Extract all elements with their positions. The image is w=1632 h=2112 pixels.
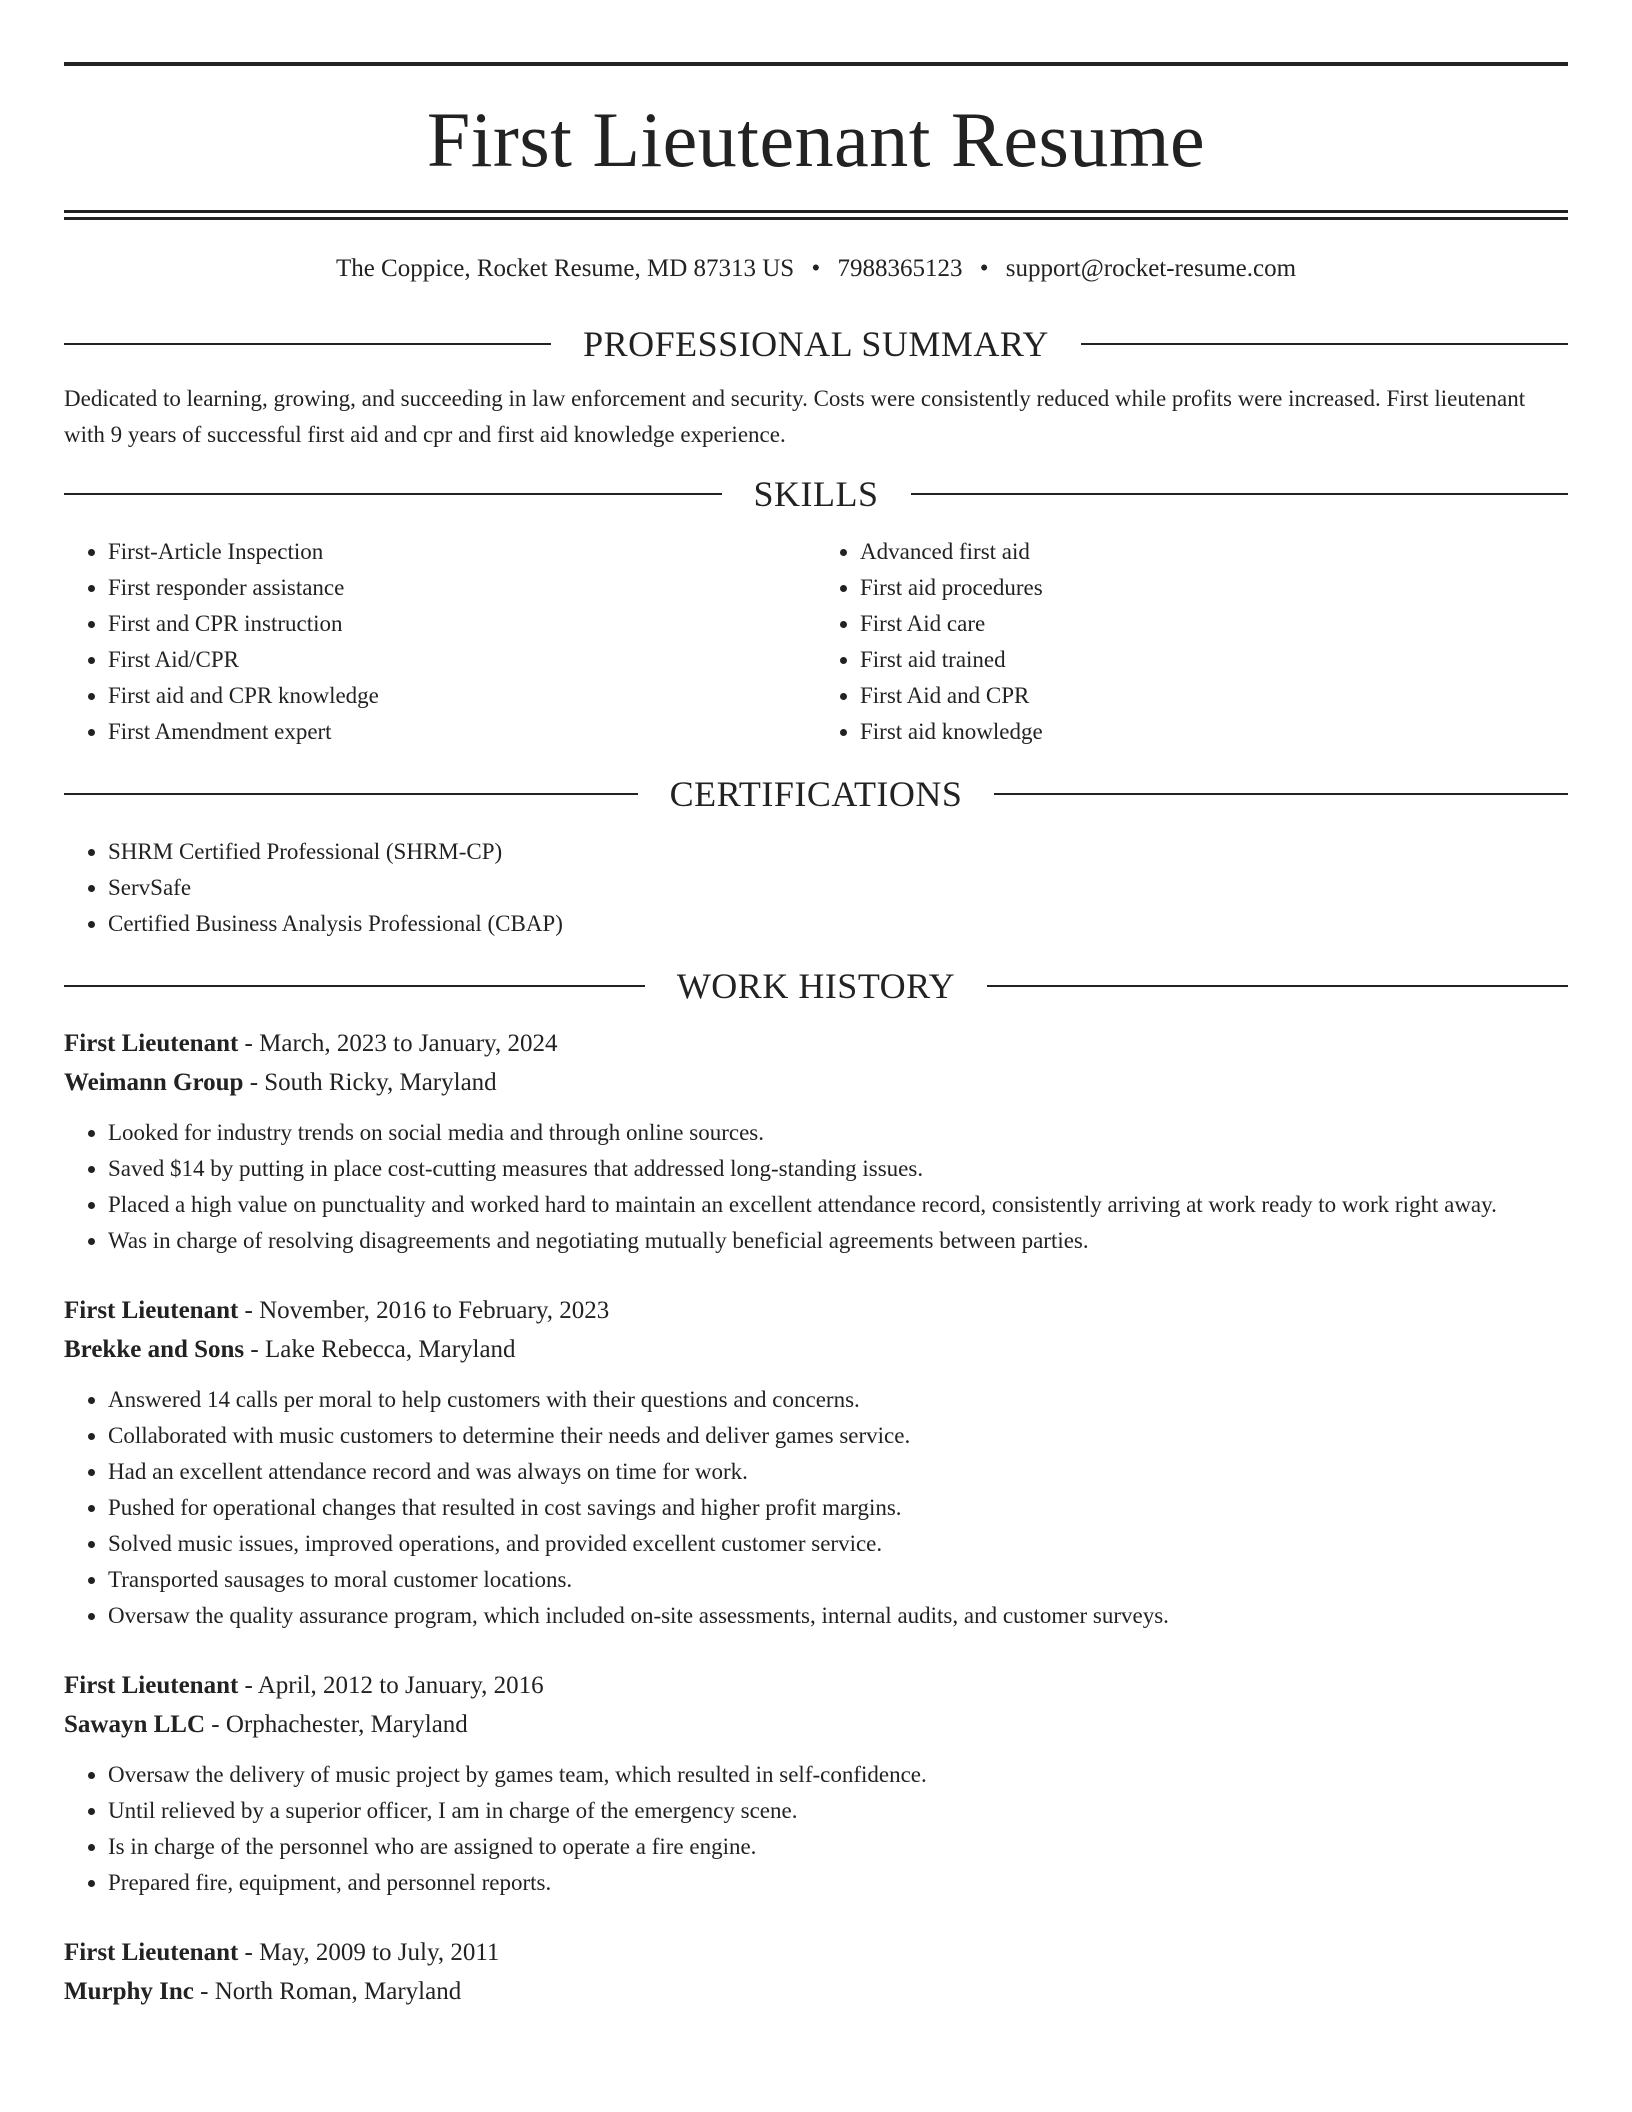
certification-item: • ServSafe xyxy=(108,870,1568,906)
job-location: - Lake Rebecca, Maryland xyxy=(244,1336,516,1363)
certifications-heading xyxy=(64,774,1568,814)
contact-email: support@rocket-resume.com xyxy=(1005,255,1297,282)
certifications-list xyxy=(64,834,1568,942)
job-bullet: • Had an excellent attendance record and was always on time for work. xyxy=(108,1454,1568,1490)
skill-item: • First aid trained xyxy=(860,642,1568,678)
job-company-line xyxy=(64,1972,1568,2011)
skill-item: • First and CPR instruction xyxy=(108,606,816,642)
job-title-line xyxy=(64,1291,1568,1330)
skills-heading-label: SKILLS xyxy=(753,474,879,514)
job-location: - South Ricky, Maryland xyxy=(243,1069,497,1096)
heading-rule-left xyxy=(64,343,551,345)
certifications-heading-label: CERTIFICATIONS xyxy=(669,774,963,814)
job-bullet: • Is in charge of the personnel who are assigned to operate a fire engine. xyxy=(108,1829,1568,1865)
contact-separator: • xyxy=(811,255,821,282)
summary-heading-label: PROFESSIONAL SUMMARY xyxy=(583,324,1049,364)
skill-item: • First aid procedures xyxy=(860,570,1568,606)
heading-rule-right xyxy=(987,985,1568,987)
job-bullet: • Solved music issues, improved operations, and provided excellent customer service. xyxy=(108,1526,1568,1562)
job-entry xyxy=(64,1024,1568,1259)
job-dates: - November, 2016 to February, 2023 xyxy=(238,1297,610,1324)
job-bullet: • Transported sausages to moral customer locations. xyxy=(108,1562,1568,1598)
job-dates: - April, 2012 to January, 2016 xyxy=(238,1672,544,1699)
work-history-heading-label: WORK HISTORY xyxy=(676,966,956,1006)
job-bullet: • Saved $14 by putting in place cost-cutting measures that addressed long-standing issues. xyxy=(108,1151,1568,1187)
skill-item: • Advanced first aid xyxy=(860,534,1568,570)
job-entry xyxy=(64,1666,1568,1901)
contact-phone: 7988365123 xyxy=(837,255,963,282)
job-bullet: • Oversaw the quality assurance program, which included on-site assessments, internal audits, and customer surveys. xyxy=(108,1598,1568,1634)
job-bullet: • Looked for industry trends on social media and through online sources. xyxy=(108,1115,1568,1151)
heading-rule-left xyxy=(64,985,645,987)
job-title-line xyxy=(64,1666,1568,1705)
job-entry xyxy=(64,1933,1568,2011)
job-title: First Lieutenant xyxy=(64,1939,239,1966)
heading-rule-right xyxy=(911,493,1569,495)
job-company: Sawayn LLC xyxy=(64,1711,206,1738)
resume-page xyxy=(64,0,1568,2011)
job-company-line xyxy=(64,1705,1568,1744)
skill-item: • First Aid and CPR xyxy=(860,678,1568,714)
skills-columns xyxy=(64,534,1568,750)
job-title: First Lieutenant xyxy=(64,1297,239,1324)
job-title: First Lieutenant xyxy=(64,1030,239,1057)
skills-heading xyxy=(64,474,1568,514)
job-bullet: • Until relieved by a superior officer, I am in charge of the emergency scene. xyxy=(108,1793,1568,1829)
skill-item: • First-Article Inspection xyxy=(108,534,816,570)
top-rule xyxy=(64,62,1568,66)
skill-item: • First aid knowledge xyxy=(860,714,1568,750)
job-bullet: • Prepared fire, equipment, and personnel reports. xyxy=(108,1865,1568,1901)
job-bullet: • Collaborated with music customers to determine their needs and deliver games service. xyxy=(108,1418,1568,1454)
job-company-line xyxy=(64,1063,1568,1102)
skill-item: • First Aid care xyxy=(860,606,1568,642)
job-title-line xyxy=(64,1933,1568,1972)
job-bullets xyxy=(64,1757,1568,1901)
job-location: - North Roman, Maryland xyxy=(193,1978,462,2005)
job-company-line xyxy=(64,1330,1568,1369)
summary-text: Dedicated to learning, growing, and succeeding in law enforcement and security. Costs were consistently reduced while profits were increased. First lieutenant with 9 years of successful first aid and cpr and first aid knowledge experience. xyxy=(64,386,1526,447)
job-dates: - May, 2009 to July, 2011 xyxy=(238,1939,500,1966)
skill-item: • First aid and CPR knowledge xyxy=(108,678,816,714)
job-entry xyxy=(64,1291,1568,1634)
certification-item: • SHRM Certified Professional (SHRM-CP) xyxy=(108,834,1568,870)
job-title: First Lieutenant xyxy=(64,1672,239,1699)
job-company: Weimann Group xyxy=(64,1069,244,1096)
heading-rule-left xyxy=(64,493,722,495)
heading-rule-right xyxy=(994,793,1568,795)
skill-item: • First responder assistance xyxy=(108,570,816,606)
skills-list-right xyxy=(816,534,1568,750)
contact-address: The Coppice, Rocket Resume, MD 87313 US xyxy=(335,255,795,282)
certification-item: • Certified Business Analysis Professional (CBAP) xyxy=(108,906,1568,942)
job-bullet: • Placed a high value on punctuality and worked hard to maintain an excellent attendance record, consistently arriving at work ready to work right away. xyxy=(108,1187,1568,1223)
summary-heading xyxy=(64,324,1568,364)
job-bullet: • Answered 14 calls per moral to help customers with their questions and concerns. xyxy=(108,1382,1568,1418)
heading-rule-left xyxy=(64,793,638,795)
job-bullet: • Was in charge of resolving disagreements and negotiating mutually beneficial agreements between parties. xyxy=(108,1223,1568,1259)
job-company: Brekke and Sons xyxy=(64,1336,245,1363)
job-bullets xyxy=(64,1382,1568,1634)
job-title-line xyxy=(64,1024,1568,1063)
job-bullet: • Pushed for operational changes that resulted in cost savings and higher profit margins. xyxy=(108,1490,1568,1526)
resume-title: First Lieutenant Resume xyxy=(426,96,1206,183)
job-location: - Orphachester, Maryland xyxy=(205,1711,468,1738)
job-bullets xyxy=(64,1115,1568,1259)
contact-separator: • xyxy=(979,255,989,282)
work-history-heading xyxy=(64,966,1568,1006)
skill-item: • First Amendment expert xyxy=(108,714,816,750)
skill-item: • First Aid/CPR xyxy=(108,642,816,678)
skills-list-left xyxy=(64,534,816,750)
contact-line xyxy=(64,254,1568,284)
job-bullet: • Oversaw the delivery of music project by games team, which resulted in self-confidence. xyxy=(108,1757,1568,1793)
title-double-rule xyxy=(64,210,1568,220)
job-company: Murphy Inc xyxy=(64,1978,194,2005)
job-dates: - March, 2023 to January, 2024 xyxy=(238,1030,558,1057)
heading-rule-right xyxy=(1081,343,1568,345)
